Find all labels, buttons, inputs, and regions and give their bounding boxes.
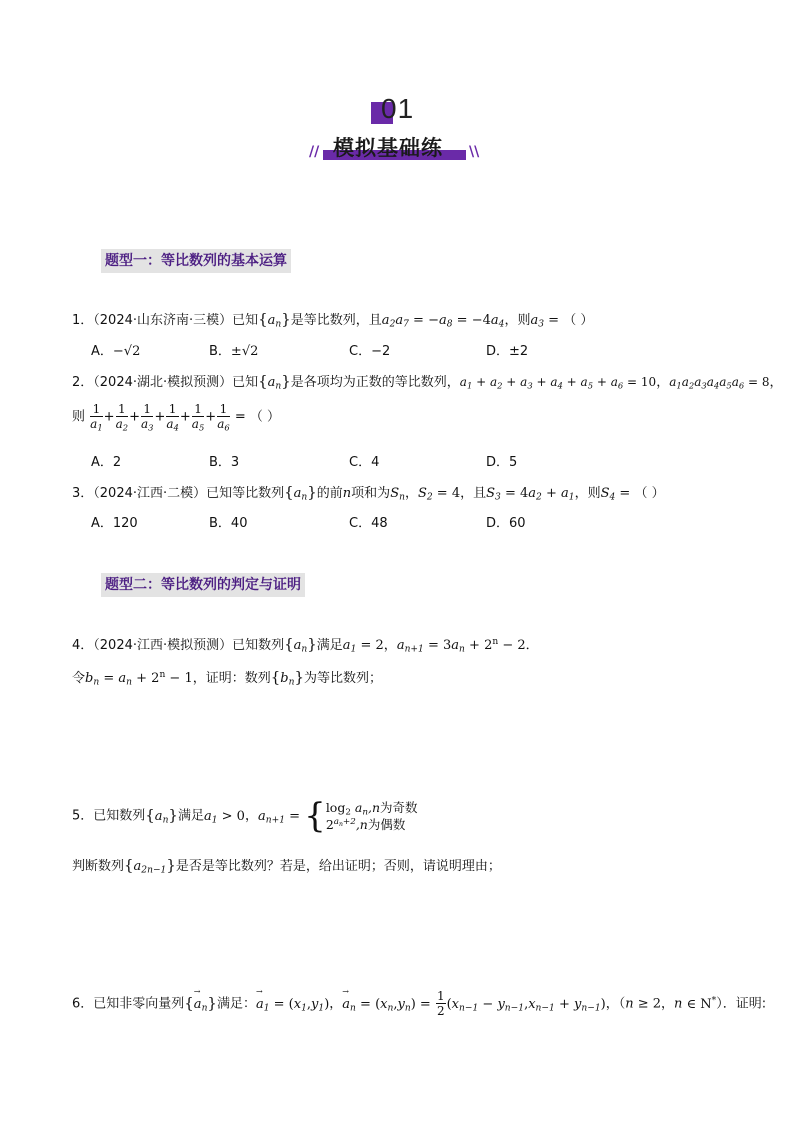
header-number: 01 (381, 93, 415, 124)
section-heading-2: 题型二：等比数列的判定与证明 (101, 573, 305, 597)
question-1: 1．（2024·山东济南·三模）已知$\{a_n\}$是等比数列，且$a_2a_7 = -a_8 = -4a_4$，则$a_3$ = （ ） (72, 310, 594, 330)
q3-option-c: C．48 (349, 516, 388, 531)
question-4-task: 令$b_n = a_n + 2^n - 1$，证明：数列$\{b_n\}$为等比数列； (72, 668, 382, 688)
q1-option-c: C．−2 (349, 344, 391, 359)
question-6: 6．已知非零向量列{→ $a_n$}满足：→ $a_1 = (x_1,y_1)$，→ $a_n = (x_n,y_n)$ = $\frac{1}{2}$ $(x_{n-1} - y_{n-1},x_{n-1} + y_{n-1})$，（n ≥ 2，n ∈ N*）．证明: (72, 990, 766, 1018)
question-5: 5．已知数列$\{a_n\}$满足$a_1 > 0$，$a_{n+1}$ = { $\log_2 a_n,n$为奇数 $2^{a_n+2},n$为偶数 (72, 796, 418, 836)
q2-option-c: C．4 (349, 455, 380, 470)
q1-option-d: D．±2 (486, 344, 529, 359)
header-title: 模拟基础练 (333, 136, 443, 160)
q3-option-a: A．120 (91, 516, 138, 531)
header-left-decoration: // (309, 144, 320, 160)
section-heading-1: 题型一：等比数列的基本运算 (101, 249, 291, 273)
q1-option-a: A．−√2 (91, 344, 141, 359)
question-5-task: 判断数列$\{a_{2n-1}\}$是否是等比数列？若是，给出证明；否则，请说明理由； (72, 856, 501, 876)
q3-option-d: D．60 (486, 516, 526, 531)
question-4: 4．（2024·江西·模拟预测）已知数列$\{a_n\}$满足$a_1 = 2$，$a_{n+1} = 3a_n + 2^n - 2$． (72, 635, 539, 655)
question-3: 3．（2024·江西·二模）已知等比数列$\{a_n\}$的前n项和为$S_n$，$S_2 = 4$，且$S_3 = 4a_2 + a_1$，则$S_4$ = （ ） (72, 483, 665, 503)
q2-option-a: A．2 (91, 455, 122, 470)
q2-option-d: D．5 (486, 455, 518, 470)
q1-option-b: B．±√2 (209, 344, 259, 359)
q2-option-b: B．3 (209, 455, 240, 470)
question-2-expression: 则 $\frac{1}{a_1}$ + $\frac{1}{a_2}$ + $\frac{1}{a_3}$ + $\frac{1}{a_4}$ + $\frac{1}{a_5}$ + $\frac{1}{a_6}$ = （ ） (72, 402, 280, 433)
question-2: 2．（2024·湖北·模拟预测）已知$\{a_n\}$是各项均为正数的等比数列，$a_1 + a_2 + a_3 + a_4 + a_5 + a_6 = 10$，$a_1a_2a_3a_4a_5a_6 = 8$， (72, 372, 783, 392)
header-right-decoration: \\ (469, 144, 480, 160)
q3-option-b: B．40 (209, 516, 248, 531)
